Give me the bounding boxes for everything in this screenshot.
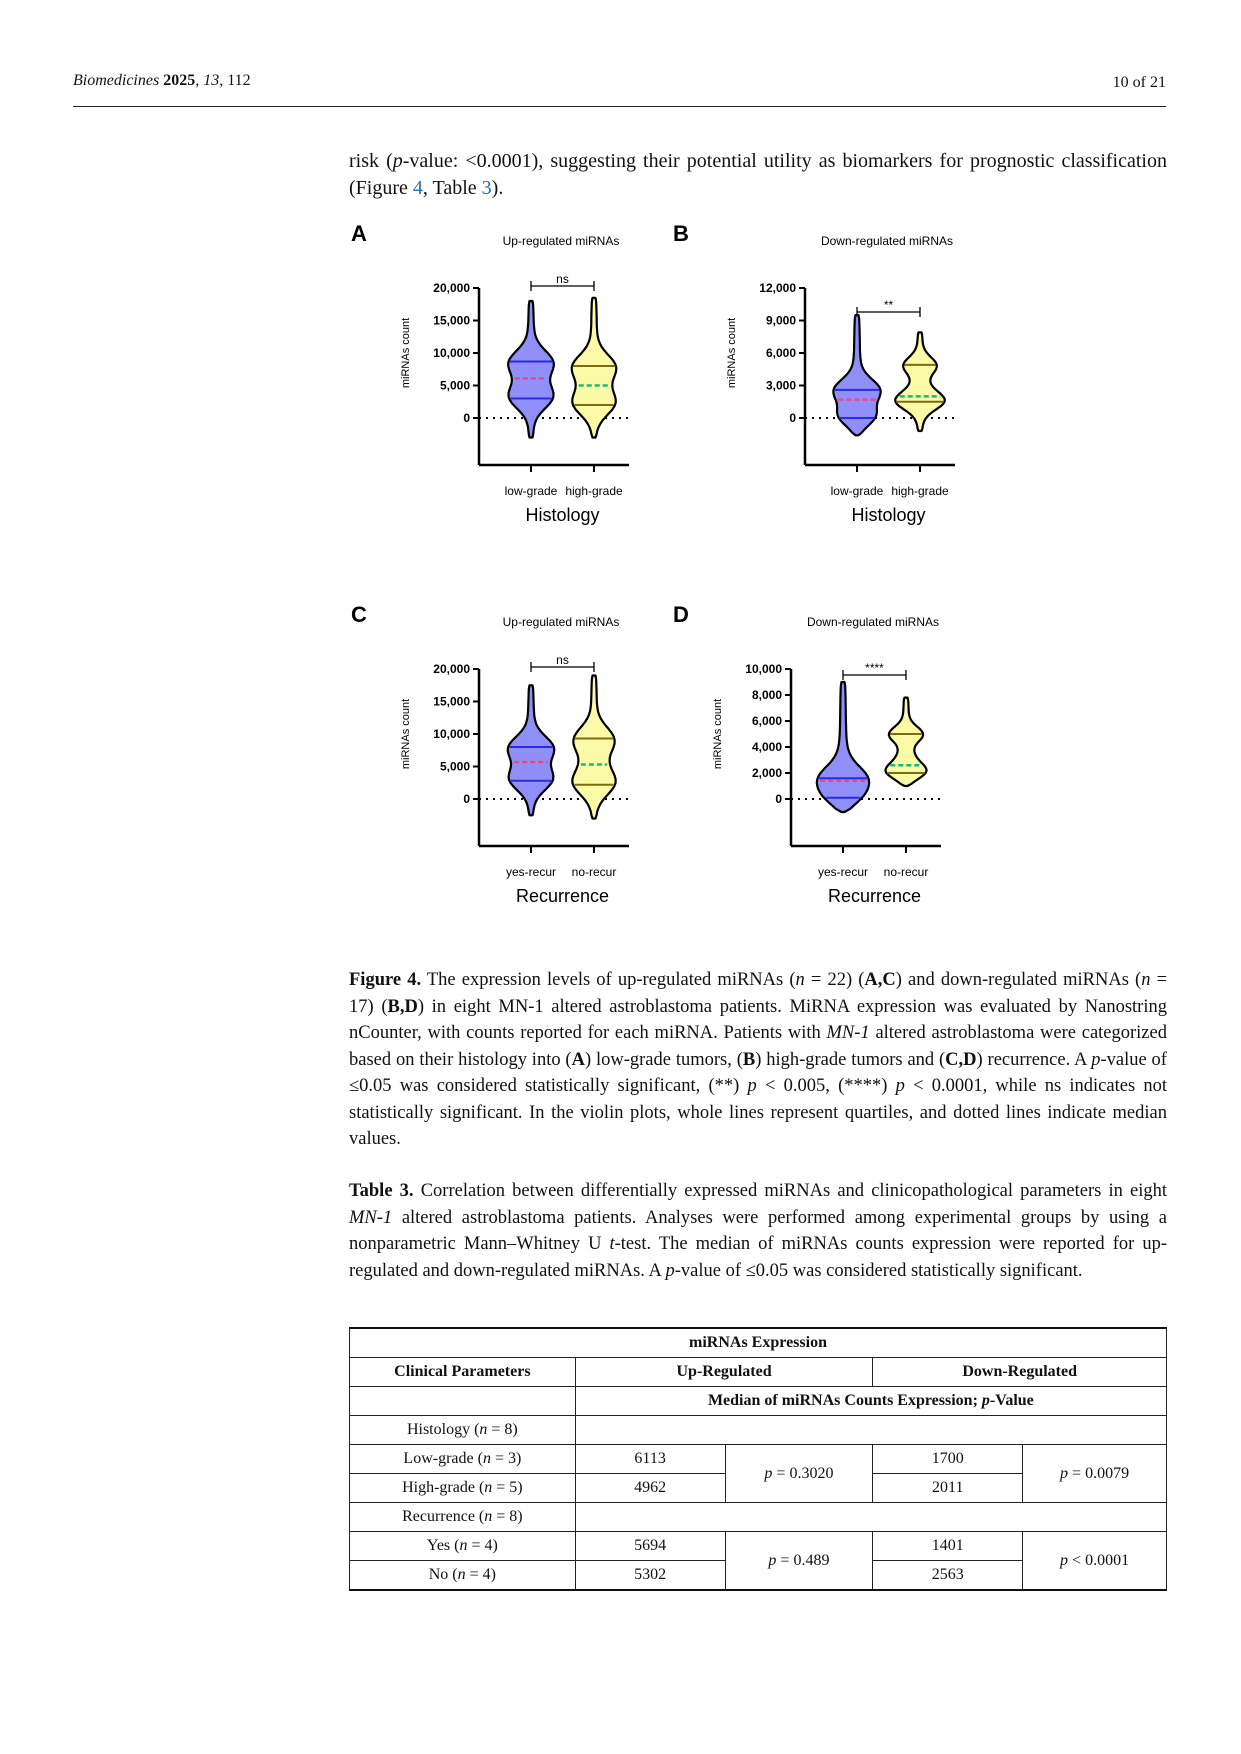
running-header: Biomedicines 2025, 13, 112: [73, 72, 251, 89]
table-row: [350, 1328, 1167, 1358]
article-number: 112: [227, 72, 251, 89]
recurrence-down-pvalue: p < 0.0001: [1023, 1532, 1167, 1591]
row-label-yes: Yes (n = 4): [350, 1532, 576, 1561]
y-tick-label: 3,000: [765, 378, 796, 393]
table-caption: Table 3. Correlation between differentially expressed miRNAs and clinicopathological parameters in eight MN-1 altered astroblastoma patients. Analyses were performed among experimental groups by using a nonparametric Mann–Whitney U t-test. The median of miRNAs counts expression were reported for up-regulated and down-regulated miRNAs. A p-value of ≤0.05 was considered statistically significant.: [349, 1181, 1167, 1281]
histology-up-pvalue: p = 0.3020: [725, 1445, 873, 1503]
x-tick-label: no-recur: [571, 865, 617, 879]
low-grade-down-median: 1700: [873, 1445, 1023, 1474]
panel-letter: A: [351, 222, 367, 246]
row-label-recurrence: Recurrence (n = 8): [350, 1503, 576, 1532]
col-header-clinical: Clinical Parameters: [350, 1358, 576, 1387]
high-grade-down-median: 2011: [873, 1474, 1023, 1503]
violin-high-grade: [895, 332, 944, 431]
table-row: [350, 1416, 1167, 1445]
panel-B: [673, 222, 955, 525]
x-tick-label: low-grade: [830, 484, 884, 498]
plot-title: Up-regulated miRNAs: [502, 234, 620, 248]
low-grade-up-median: 6113: [575, 1445, 725, 1474]
y-tick-label: 6,000: [765, 346, 796, 360]
y-axis-label: miRNAs count: [400, 317, 412, 389]
yes-up-median: 5694: [575, 1532, 725, 1561]
y-tick-label: 15,000: [433, 313, 470, 328]
significance-label: ns: [556, 272, 569, 286]
y-tick-label: 5,000: [439, 759, 470, 774]
y-axis-label: miRNAs count: [400, 698, 412, 770]
y-tick-label: 6,000: [751, 714, 782, 728]
row-label-no: No (n = 4): [350, 1561, 576, 1591]
y-tick-label: 20,000: [433, 662, 470, 676]
plot-title: Down-regulated miRNAs: [806, 615, 940, 629]
violin-plots: [349, 222, 1167, 957]
y-tick-label: 0: [463, 792, 470, 806]
panel-letter: D: [673, 602, 689, 627]
y-tick-label: 5,000: [439, 378, 470, 393]
significance-label: ****: [865, 661, 884, 675]
page-number: 10 of 21: [1112, 74, 1166, 91]
y-tick-label: 0: [775, 792, 782, 806]
violin-yes-recur: [508, 685, 555, 815]
y-tick-label: 4,000: [751, 740, 782, 754]
panel-A: [351, 222, 629, 525]
journal-name: Biomedicines: [73, 72, 160, 89]
y-tick-label: 10,000: [433, 346, 470, 360]
figure-link[interactable]: 4: [412, 177, 423, 199]
results-table: [349, 1327, 1167, 1591]
high-grade-up-median: 4962: [575, 1474, 725, 1503]
y-tick-label: 12,000: [759, 281, 796, 295]
violin-high-grade: [572, 298, 617, 438]
y-tick-label: 10,000: [745, 662, 782, 676]
header-divider: [73, 106, 1166, 107]
figure-caption: Figure 4. The expression levels of up-regulated miRNAs (n = 22) (A,C) and down-regulated miRNAs (n = 17) (B,D) in eight MN-1 altered astroblastoma patients. MiRNA expression was evaluated by Nanostring nCounter, with counts reported for each miRNA. Patients with MN-1 altered astroblastoma were categorized based on their histology into (A) low-grade tumors, (B) high-grade tumors and (C,D) recurrence. A p-value of ≤0.05 was considered statistically significant, (**) p < 0.005, (****) p < 0.0001, while ns indicates not statistically significant. In the violin plots, whole lines represent quartiles, and dotted lines indicate median values.: [349, 970, 1167, 1149]
figure-4: [349, 222, 1167, 957]
y-tick-label: 0: [463, 411, 470, 425]
journal-volume: 13: [203, 72, 220, 89]
plot-title: Up-regulated miRNAs: [502, 615, 620, 629]
x-tick-label: yes-recur: [817, 865, 869, 879]
histology-down-pvalue: p = 0.0079: [1023, 1445, 1167, 1503]
violin-yes-recur: [817, 682, 869, 812]
y-axis-label: miRNAs count: [712, 698, 724, 770]
x-tick-label: yes-recur: [505, 865, 557, 879]
table-link[interactable]: 3: [481, 177, 492, 199]
table-row: [350, 1358, 1167, 1387]
table-cell: [350, 1387, 576, 1416]
x-axis-title: Recurrence: [515, 886, 610, 906]
y-tick-label: 8,000: [751, 688, 782, 702]
x-axis-title: Histology: [851, 505, 926, 525]
table-cell: [575, 1416, 1166, 1445]
col-header-up: Up-Regulated: [575, 1358, 873, 1387]
y-axis-label: miRNAs count: [726, 317, 738, 389]
table-row: [350, 1503, 1167, 1532]
median-subheader: Median of miRNAs Counts Expression; p-Value: [575, 1387, 1166, 1416]
intro-paragraph: risk (p-value: <0.0001), suggesting their potential utility as biomarkers for prognostic classification (Figure 4, Table 3).: [349, 150, 1167, 199]
x-tick-label: low-grade: [504, 484, 558, 498]
row-label-high-grade: High-grade (n = 5): [350, 1474, 576, 1503]
x-axis-title: Histology: [525, 505, 600, 525]
journal-year: 2025: [163, 72, 196, 89]
x-tick-label: high-grade: [565, 484, 623, 498]
table-row: [350, 1445, 1167, 1474]
significance-label: ns: [556, 653, 569, 667]
no-up-median: 5302: [575, 1561, 725, 1591]
x-tick-label: no-recur: [883, 865, 929, 879]
no-down-median: 2563: [873, 1561, 1023, 1591]
y-tick-label: 2,000: [751, 766, 782, 780]
x-tick-label: high-grade: [891, 484, 949, 498]
x-axis-title: Recurrence: [827, 886, 922, 906]
table-row: [350, 1532, 1167, 1561]
table-row: [350, 1387, 1167, 1416]
y-tick-label: 9,000: [765, 313, 796, 328]
y-tick-label: 10,000: [433, 727, 470, 741]
row-label-low-grade: Low-grade (n = 3): [350, 1445, 576, 1474]
panel-C: [351, 602, 629, 906]
yes-down-median: 1401: [873, 1532, 1023, 1561]
y-tick-label: 20,000: [433, 281, 470, 295]
col-header-down: Down-Regulated: [873, 1358, 1167, 1387]
y-tick-label: 0: [789, 411, 796, 425]
y-tick-label: 15,000: [433, 694, 470, 709]
table-super-header: miRNAs Expression: [350, 1328, 1167, 1358]
panel-letter: C: [351, 602, 367, 627]
violin-no-recur: [572, 676, 615, 819]
table-cell: [575, 1503, 1166, 1532]
row-label-histology: Histology (n = 8): [350, 1416, 576, 1445]
panel-D: [673, 602, 941, 906]
panel-letter: B: [673, 222, 689, 246]
significance-label: **: [883, 298, 894, 312]
recurrence-up-pvalue: p = 0.489: [725, 1532, 873, 1591]
plot-title: Down-regulated miRNAs: [820, 234, 954, 248]
